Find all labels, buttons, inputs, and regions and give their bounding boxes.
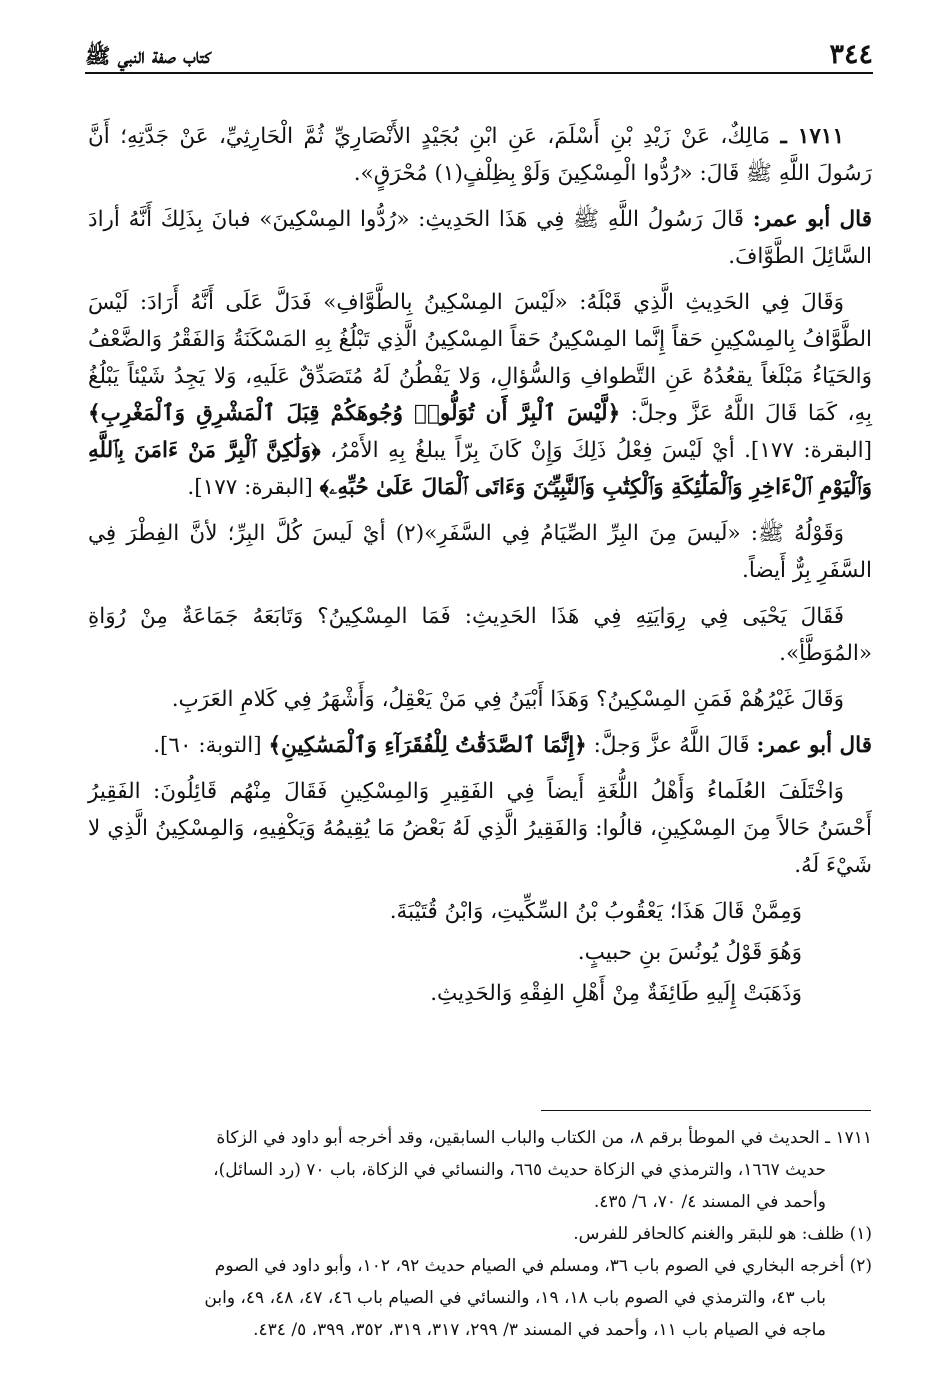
main-text [88,118,872,1016]
commentary-text: قَالَ رَسُولُ اللَّهِ ﷺ فِي هَذَا الحَدِيثِ: «رُدُّوا المِسْكِينَ» فبانَ بِذَلِكَ أَنَّهُ أرادَ السَّائِلَ الطَّوَّافَ. [88,207,872,269]
footnote-2-line-3: ماجه في الصيام باب ١١، وأحمد في المسند ٣/ ٢٩٩، ٣١٧، ٣١٩، ٣٥٢، ٣٩٩، ٥/ ٤٣٤. [253,1320,826,1340]
paragraph-yahya: فَقَالَ يَحْيَى فِي رِوَايَتِهِ فِي هَذَا الحَدِيثِ: فَمَا المِسْكِينُ؟ وَتَابَعَهُ جَمَاعَةٌ مِنْ رُوَاةِ «المُوَطَّأِ». [88,604,872,666]
page-header [85,32,873,74]
paragraph-faqir-miskin: وَاخْتَلَفَ العُلَماءُ وَأَهْلُ اللُّغَةِ أَيضاً فِي الفَقِيرِ وَالمِسْكِينِ فَقَالَ مِنْهُم قَائِلُونَ: الفَقِيرُ أَحْسَنُ حَالاً مِنَ المِسْكِينِ، قالُوا: وَالفَقِيرُ الَّذِي لَهُ بَعْضُ مَا يُقِيمُهُ وَيَكْفِيهِ، وَالمِسْكِينُ الَّذِي لا شَيْءَ لَهُ. [88,779,872,878]
paragraph-ghayruhum: وَقَالَ غَيْرُهُمْ فَمَنِ المِسْكِينُ؟ وَهَذَا أَبْيَنُ فِي مَنْ يَعْقِلُ، وَأَشْهَرُ فِي كَلامِ العَرَبِ. [171,687,844,712]
footnote-1: (١) ظلف: هو للبقر والغنم كالحافر للفرس. [573,1224,872,1244]
page-number: ٣٤٤ [829,39,873,70]
commentary-abu-umar-1 [88,201,872,275]
hadith-text: مَالِكٌ، عَنْ زَيْدِ بْنِ أَسْلَمَ، عَنِ ابْنِ بُجَيْدٍ الأَنْصَارِيِّ ثُمَّ الْحَارِثِيِّ، عَنْ جَدَّتِهِ؛ أَنَّ رَسُولَ اللَّهِ ﷺ قَالَ: «رُدُّوا الْمِسْكِينَ وَلَوْ بِظِلْفٍ(١) مُحْرَقٍ». [88,124,872,186]
paragraph-taifa: وَذَهَبَتْ إِلَيهِ طَائِفَةٌ مِنْ أَهْلِ الفِقْهِ وَالحَدِيثِ. [430,981,802,1006]
footnote-1711-line-3: وأحمد في المسند ٤/ ٧٠، ٦/ ٤٣٥. [593,1192,826,1212]
commentary-lead: قال أبو عمر: [756,733,872,758]
running-title: كتاب صفة النبي ﷺ [85,43,211,68]
paragraph-text: [البقرة: ١٧٧]. [187,475,320,500]
paragraph-text: [البقرة: ١٧٧]. أيْ لَيْسَ فِعْلُ ذَلِكَ وَإِنْ كَانَ بِرّاً يبلغُ بِهِ الأَمْرُ، [320,438,873,463]
footnote-divider [541,1110,871,1111]
commentary-abu-umar-2 [88,727,872,764]
commentary-text: [التوبة: ٦٠]. [153,733,269,758]
paragraph-siyam: وَقَوْلُهُ ﷺ: «لَيسَ مِنَ البِرِّ الصِّيَامُ فِي السَّفَرِ»(٢) أيْ لَيسَ كُلَّ البِرِّ؛ لأنَّ الفِطْرَ فِي السَّفَرِ بِرٌّ أَيضاً. [88,521,872,583]
footnote-2-line-1: (٢) أخرجه البخاري في الصوم باب ٣٦، ومسلم في الصيام حديث ٩٢، ١٠٢، وأبو داود في الصوم [214,1256,872,1276]
commentary-text: قَالَ اللَّهُ عزَّ وَجلَّ: [586,733,757,758]
quran-quote: ﴿وَلَٰكِنَّ ٱلْبِرَّ مَنْ ءَامَنَ بِٱللَّهِ وَٱلْيَوْمِ ٱلْءَاخِرِ وَٱلْمَلَٰٓئِكَةِ وَٱلْكِتَٰبِ وَٱلنَّبِيِّـۧنَ وَءَاتَى ٱلْمَالَ عَلَىٰ حُبِّهِۦ﴾ [88,438,872,500]
paragraph-ibn-sikkit: وَمِمَّنْ قَالَ هَذَا؛ يَعْقُوبُ بْنُ السِّكِّيتِ، وَابْنُ قُتَيْبَةَ. [389,899,802,924]
footnote-1711-line-2: حديث ١٦٦٧، والترمذي في الزكاة حديث ٦٦٥، والنسائي في الزكاة، باب ٧٠ (رد السائل)، [213,1160,826,1180]
footnote-2-line-2: باب ٤٣، والترمذي في الصوم باب ١٨، ١٩، والنسائي في الصيام باب ٤٦، ٤٧، ٤٨، ٤٩، وابن [204,1288,826,1308]
hadith-number: ١٧١١ ـ [780,124,844,149]
hadith-1711 [88,118,872,192]
paragraph-text: وَقَالَ فِي الحَدِيثِ الَّذِي قَبْلَهُ: «لَيْسَ المِسْكِينُ بِالطَّوَّافِ» فَدَلَّ عَلَى أَنَّهُ أَرَادَ: لَيْسَ الطَّوَّافُ بِالمِسْكِينِ حَقاً إِنَّما المِسْكِينُ حَقاً المِسْكِينُ الَّذِي تَبْلُغُ بِهِ المَسْكَنَةُ وَالفَقْرُ وَالضَّعْفُ وَالحَيَاءُ مَبْلَغاً يقعُدُهُ عَنِ التَّطوافِ وَالسُّؤالِ، وَلا يَفْطُنُ لَهُ مُتَصَدِّقٌ عَلَيهِ، وَلا يَجِدُ شَيْئاً يَبْلُغُ بِهِ، كَمَا قَالَ اللَّهُ عَزَّ وجلَّ: [88,290,872,426]
commentary-lead: قال أبو عمر: [752,207,872,232]
footnote-1711-line-1: ١٧١١ ـ الحديث في الموطأ برقم ٨، من الكتاب والباب السابقين، وقد أخرجه أبو داود في الزكاة [216,1128,872,1148]
quran-quote: ﴿لَّيْسَ ٱلْبِرَّ أَن تُوَلُّوا۟ وُجُوهَكُمْ قِبَلَ ٱلْمَشْرِقِ وَٱلْمَغْرِبِ﴾ [88,401,621,426]
footnotes [88,1124,872,1348]
paragraph-tawwaf [88,284,872,506]
paragraph-yunus: وَهُوَ قَوْلُ يُونُسَ بنِ حبيبٍ. [577,940,802,965]
quran-quote: ﴿إِنَّمَا ٱلصَّدَقَٰتُ لِلْفُقَرَآءِ وَٱلْمَسَٰكِينِ﴾ [268,733,587,758]
